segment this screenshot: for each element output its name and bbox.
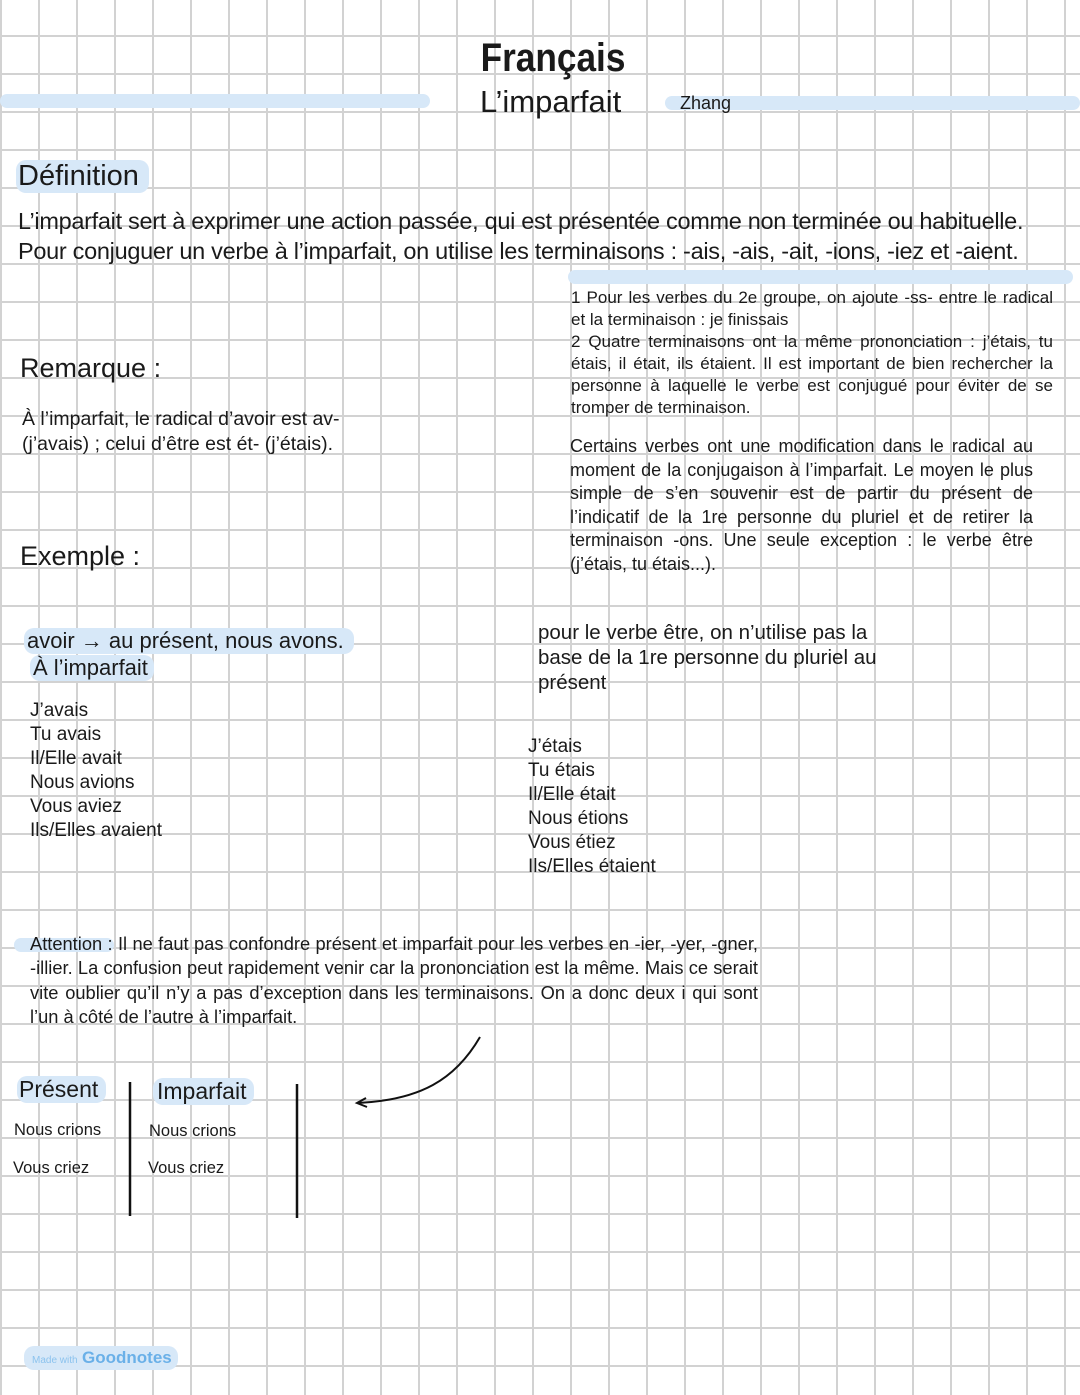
definition-text: L’imparfait sert à exprimer une action passée, qui est présentée comme non terminée ou habituelle. Pour conjuguer un verbe à l’imparfait, on utilise les terminaisons : -ais, -ais, -ait, -ions, -iez et -aient.: [18, 208, 1024, 264]
etre-form: Tu étais: [528, 760, 595, 781]
definition-heading: Définition: [16, 160, 149, 193]
etre-form: Nous étions: [528, 808, 629, 829]
etre-form: Vous étiez: [528, 832, 616, 853]
etre-note: pour le verbe être, on n’utilise pas la base de la 1re personne du pluriel au présent: [538, 621, 877, 694]
table-header-present: Présent: [17, 1076, 106, 1103]
exemple-heading: Exemple :: [20, 541, 141, 571]
subject-title: Français: [480, 36, 626, 80]
made-with-label: Made with: [32, 1355, 78, 1366]
etre-form: Il/Elle était: [528, 784, 616, 805]
avoir-line: avoir → au présent, nous avons.: [24, 628, 354, 654]
table-cell: Nous crions: [149, 1122, 237, 1140]
topic-title: L’imparfait: [480, 84, 622, 119]
author-name: Zhang: [680, 93, 732, 113]
avoir-form: Il/Elle avait: [30, 748, 122, 769]
remarque-text: À l’imparfait, le radical d’avoir est av- (j’avais) ; celui d’être est ét- (j’étais).: [22, 408, 340, 455]
avoir-form: Vous aviez: [30, 796, 122, 817]
table-cell: Vous criez: [13, 1159, 90, 1177]
table-header-imparfait: Imparfait: [153, 1078, 254, 1105]
note-point-1: 1 Pour les verbes du 2e groupe, on ajoute -ss- entre le radical et la terminaison : je finissais: [571, 288, 1053, 329]
brand-name: Goodnotes: [82, 1348, 172, 1367]
goodnotes-watermark: [24, 1346, 178, 1370]
imparfait-label: À l’imparfait: [30, 655, 154, 681]
etre-form: Ils/Elles étaient: [528, 856, 656, 877]
table-cell: Vous criez: [148, 1159, 225, 1177]
avoir-form: Ils/Elles avaient: [30, 820, 163, 841]
attention-text: Attention : Il ne faut pas confondre présent et imparfait pour les verbes en -ier, -yer, -gner, -illier. La confusion peut rapidement venir car la prononciation est la même. Mais ce serait vite oublier qu’il n’y a pas d’exception dans les terminaisons. On a donc deux i qui sont l’un à côté de l’autre à l’imparfait.: [30, 933, 758, 1027]
note-point-2: 2 Quatre terminaisons ont la même prononciation : j’étais, tu étais, il était, ils étaient. Il est important de bien rechercher la personne à laquelle le verbe est conjugué pour éviter de se tromper de terminaison.: [571, 332, 1053, 417]
note-radical: Certains verbes ont une modification dans le radical au moment de la conjugaison à l’imparfait. Le moyen le plus simple de s’en souvenir est de partir du présent de l’indicatif de la 1re personne du pluriel et de retirer la terminaison -ons. Une seule exception : le verbe être (j’étais, tu étais...).: [570, 436, 1033, 574]
etre-form: J’étais: [528, 736, 582, 757]
avoir-form: J’avais: [30, 700, 89, 721]
avoir-form: Tu avais: [30, 724, 102, 745]
avoir-form: Nous avions: [30, 772, 135, 793]
table-cell: Nous crions: [14, 1121, 102, 1139]
remarque-heading: Remarque :: [20, 353, 162, 383]
